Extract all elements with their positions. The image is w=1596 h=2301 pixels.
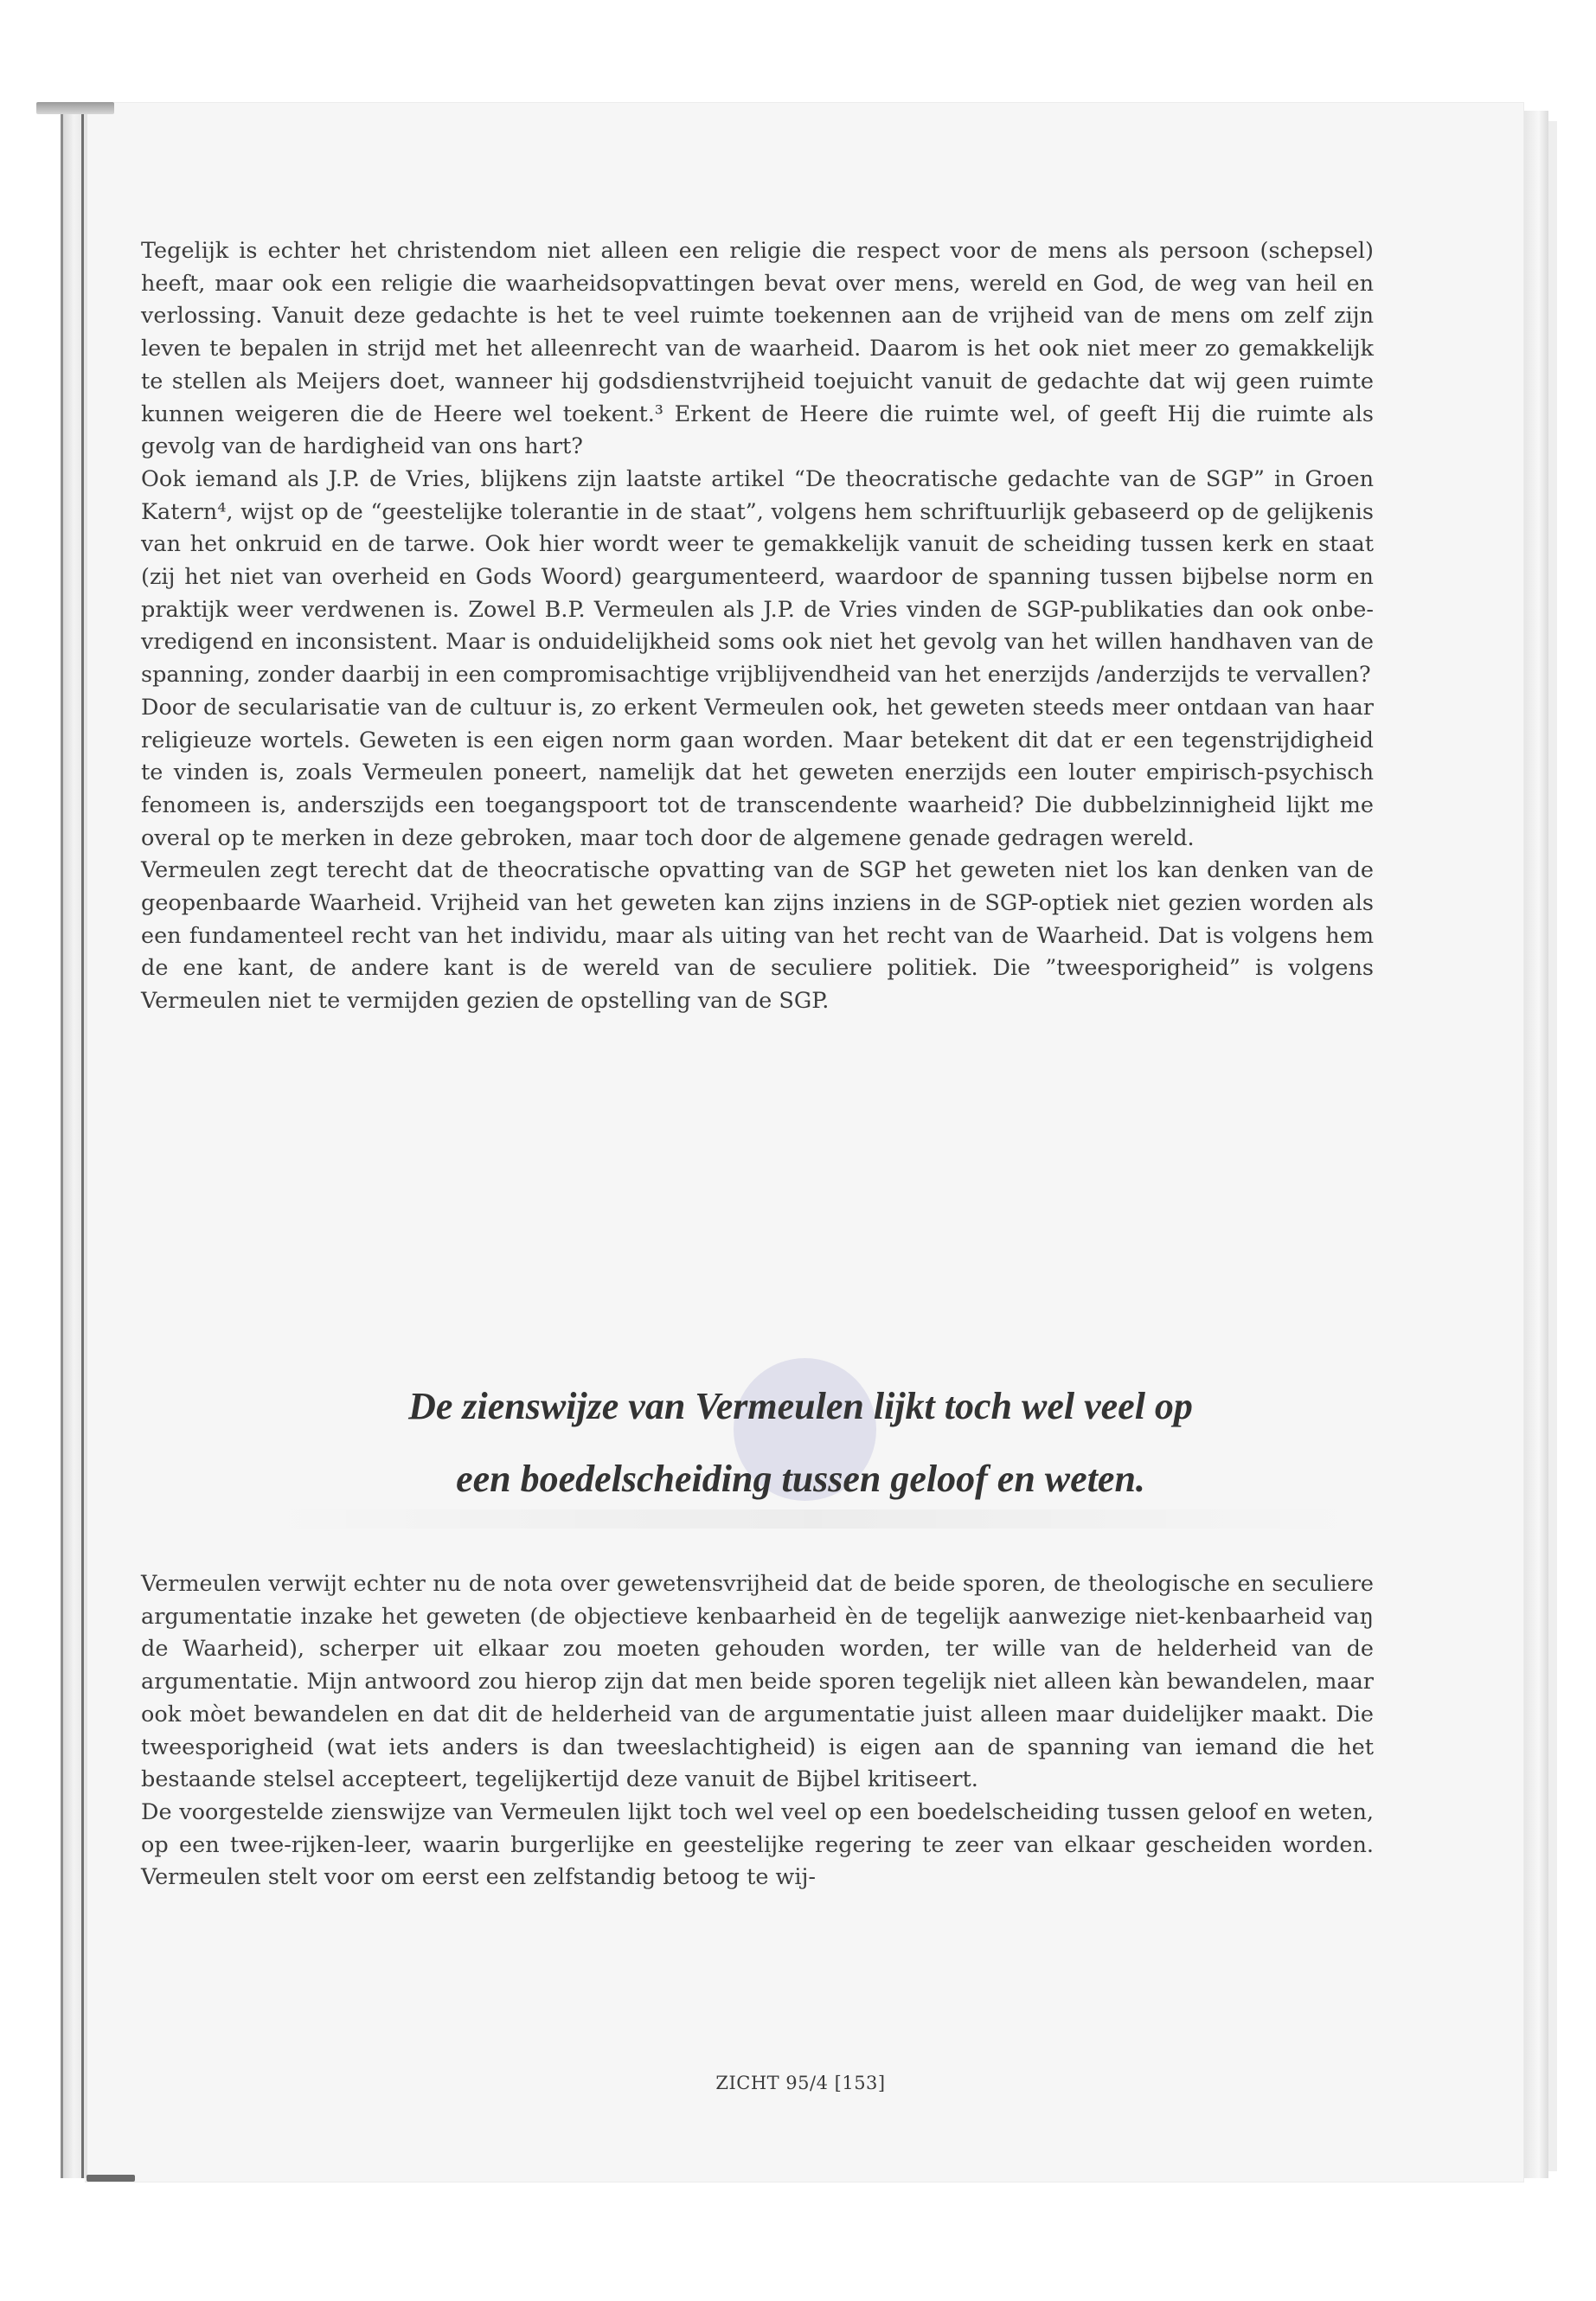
page-stack-edge	[1524, 111, 1548, 2178]
pull-quote	[141, 1370, 1460, 1516]
article-text-lower	[141, 1568, 1374, 1894]
binding-clip-top	[36, 102, 114, 114]
paragraph: Tegelijk is echter het christendom niet alleen een religie die respect voor de mens als persoon (schepsel) heeft, maar ook een religie die waarheidsopvattingen bevat over mens, wereld en God, de weg van heil en verlossing. Vanuit deze gedachte is het te veel ruimte toekennen aan de vrijheid van de mens om zelf zijn leven te bepalen in strijd met het alleenrecht van de waarheid. Daarom is het ook niet meer zo gemakkelijk te stellen als Meijers doet, wanneer hij godsdienstvrijheid toejuicht vanuit de gedachte dat wij geen ruimte kunnen weigeren die de Heere wel toekent.³ Erkent de Heere die ruimte wel, of geeft Hij die ruimte als gevolg van de hardigheid van ons hart?	[141, 238, 1374, 460]
binding-edge-line	[81, 111, 84, 2178]
pull-quote-line: een boedelscheiding tussen geloof en weten.	[456, 1458, 1145, 1500]
paragraph: Vermeulen verwijt echter nu de nota over gewetensvrijheid dat de beide sporen, de theologische en seculiere argumentatie inzake het geweten (de objectieve kenbaarheid èn de tegelijk aanwezige niet-kenbaarheid vaŋ de Waarheid), scherper uit elkaar zou moeten gehouden worden, ter wille van de helderheid van de argumentatie. Mijn antwoord zou hierop zijn dat men beide sporen tegelijk niet alleen kàn bewandelen, maar ook mòet bewandelen en dat dit de helderheid van de argumentatie juist alleen maar duidelijker maakt. Die tweesporigheid (wat iets anders is dan tweeslachtigheid) is eigen aan de spanning van iemand die het bestaande stelsel accepteert, tegelijkertijd deze vanuit de Bijbel kritiseert.	[141, 1571, 1374, 1793]
pull-quote-line: De zienswijze van Vermeulen lijkt toch wel veel op	[408, 1385, 1193, 1427]
article-text-upper	[141, 235, 1374, 1018]
paragraph: Vermeulen zegt terecht dat de theocratische opvatting van de SGP het geweten niet los kan denken van de geopenbaarde Waarheid. Vrijheid van het geweten kan zijns inziens in de SGP-optiek niet gezien worden als een fundamenteel recht van het individu, maar als uiting van het recht van de Waarheid. Dat is volgens hem de ene kant, de andere kant is de wereld van de seculiere politiek. Die ”tweesporigheid” is volgens Vermeulen niet te vermijden gezien de opstelling van de SGP.	[141, 857, 1374, 1015]
paragraph: Door de secularisatie van de cultuur is, zo erkent Vermeulen ook, het geweten steeds meer ontdaan van haar religieuze wortels. Geweten is een eigen norm gaan worden. Maar betekent dit dat er een tegenstrijdigheid te vinden is, zoals Vermeulen poneert, namelijk dat het geweten enerzijds een louter empirisch-psychisch fenomeen is, anderszijds een toegangspoort tot de transcendente waarheid? Die dubbelzinnigheid lijkt me overal op te merken in deze gebroken, maar toch door de algemene genade gedragen wereld.	[141, 694, 1374, 851]
paragraph: Ook iemand als J.P. de Vries, blijkens zijn laatste artikel “De theocratische gedachte van de SGP” in Groen Katern⁴, wijst op de “geestelijke tolerantie in de staat”, volgens hem schriftuurlijk gebaseerd op de gelijkenis van het onkruid en de tarwe. Ook hier wordt weer te gemakkelijk vanuit de scheiding tussen kerk en staat (zij het niet van overheid en Gods Woord) geargumenteerd, waardoor de spanning tussen bijbelse norm en praktijk weer verdwenen is. Zowel B.P. Vermeulen als J.P. de Vries vinden de SGP-publikaties dan ook onbevredigend en inconsistent. Maar is onduidelijkheid soms ook niet het gevolg van het willen handhaven van de spanning, zonder daarbij in een compromisachtige vrijblijvendheid van het enerzijds /anderzijds te vervallen?	[141, 465, 1374, 689]
page-stack-edge-outer	[1548, 121, 1557, 2171]
page-footer: ZICHT 95/4 [153]	[715, 2073, 886, 2093]
binding-clip-bottom	[87, 2175, 135, 2182]
paragraph: De voorgestelde zienswijze van Vermeulen lijkt toch wel veel op een boedelscheiding tussen geloof en weten, op een twee-rijken-leer, waarin burgerlijke en geestelijke regering te zeer van elkaar gescheiden worden. Vermeulen stelt voor om eerst een zelfstandig betoog te wij-	[141, 1798, 1374, 1891]
show-through-shadow	[260, 1509, 1367, 1529]
